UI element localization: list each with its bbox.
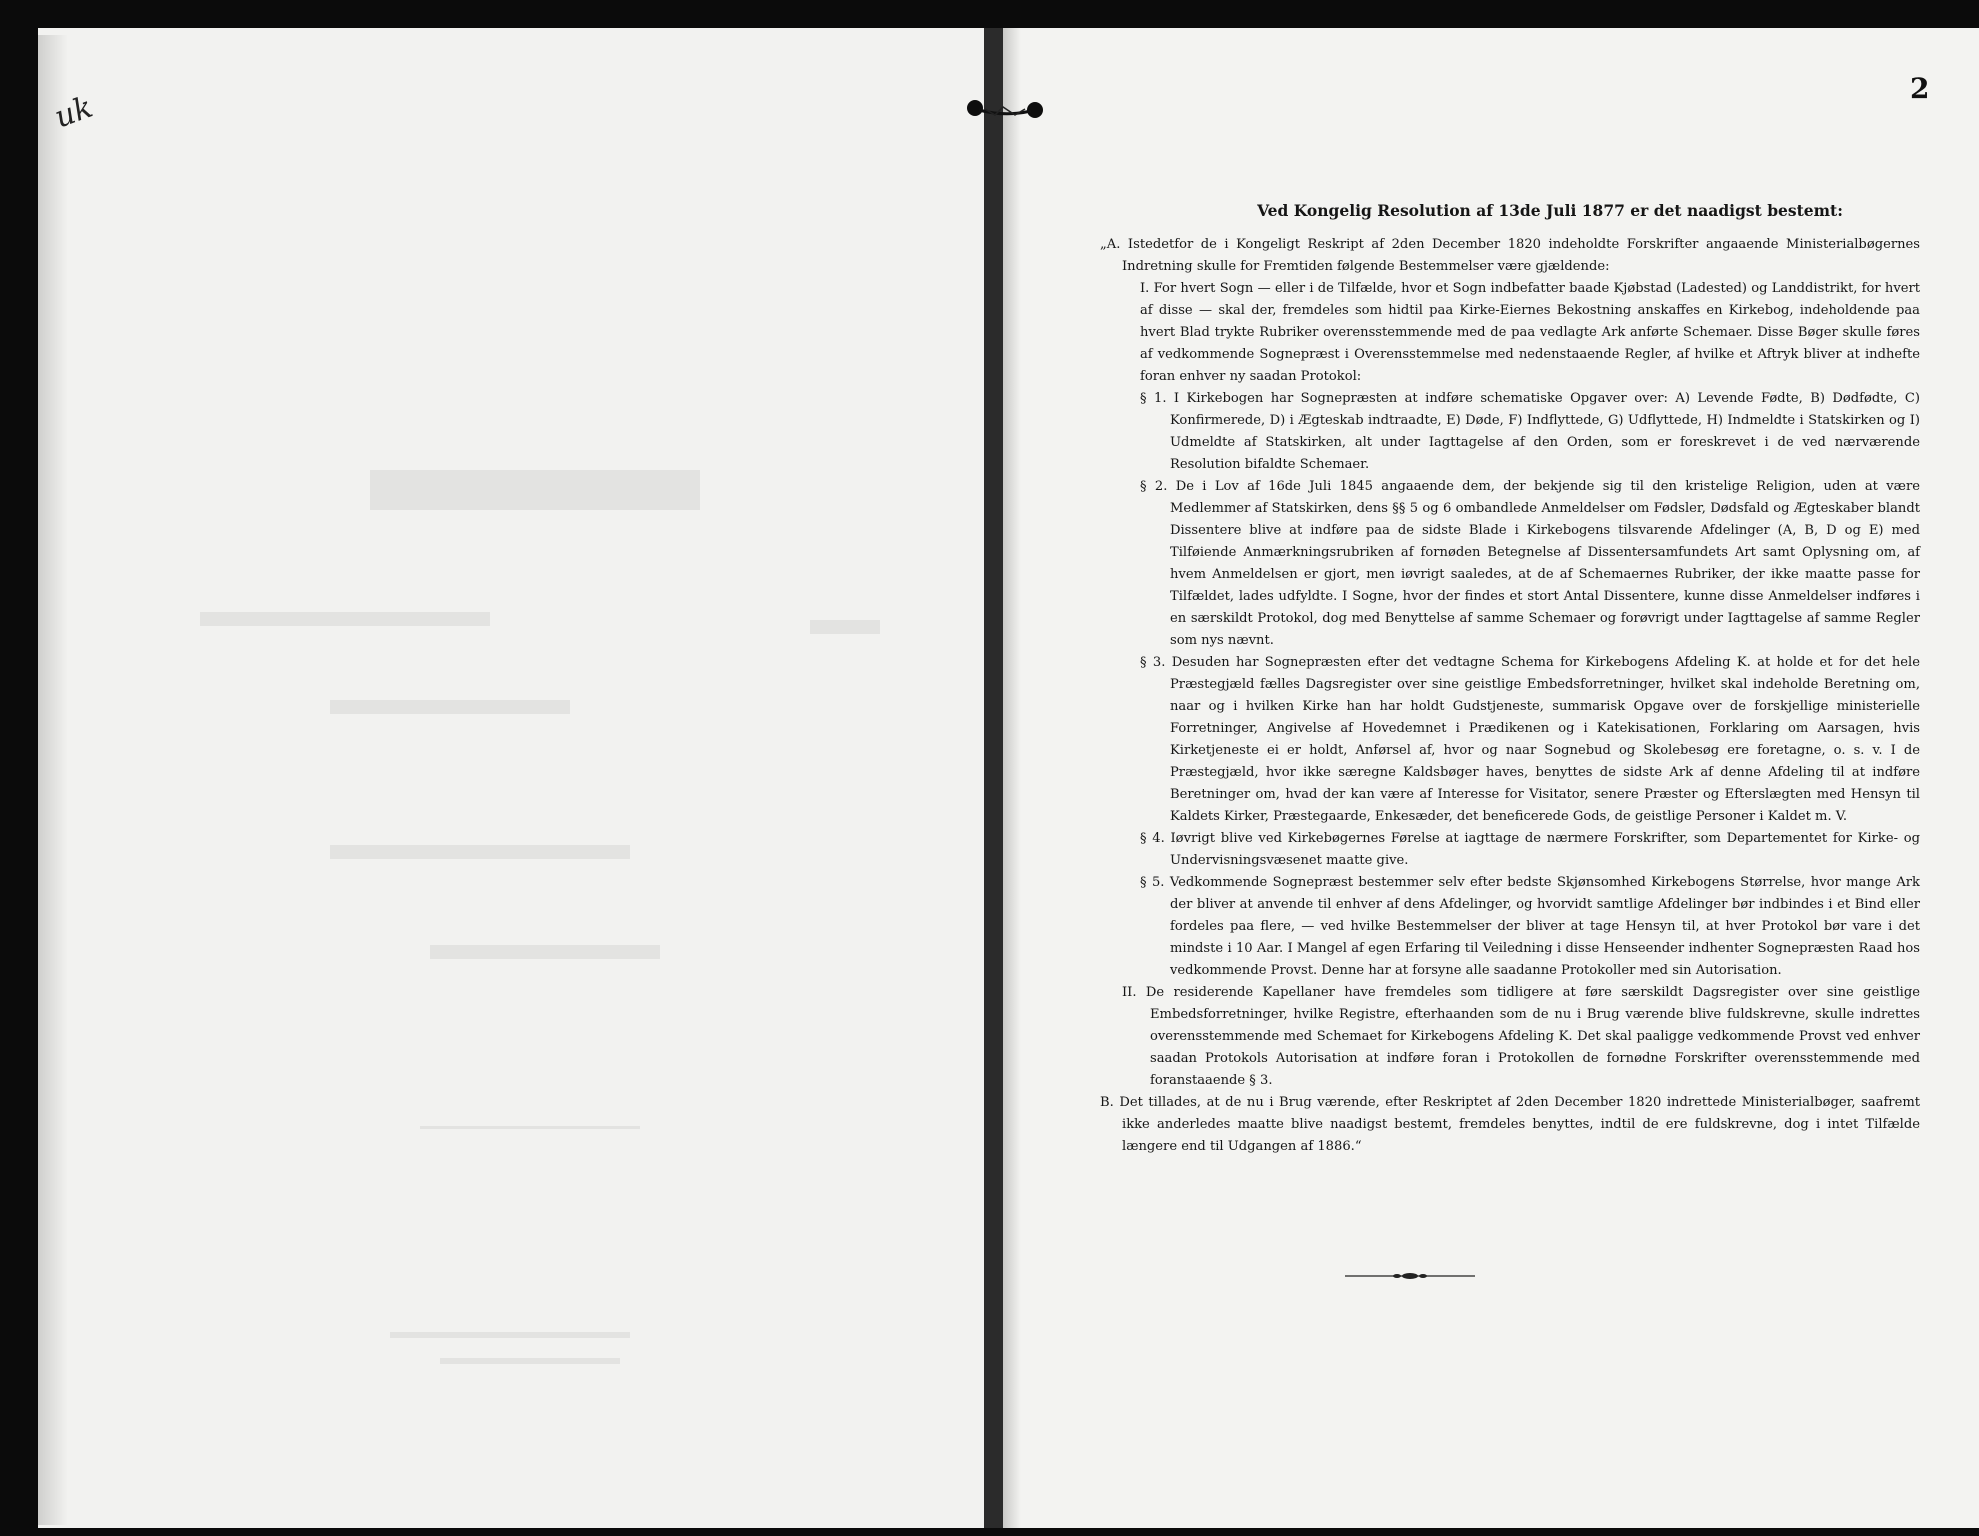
left-page: [38, 28, 984, 1528]
show-through-mark: [330, 845, 630, 859]
page-number: 2: [1910, 72, 1930, 105]
closing-ornament: [1345, 1272, 1475, 1280]
left-page-edge: [38, 35, 68, 1525]
paragraph-section-1: § 1. I Kirkebogen har Sognepræsten at indføre schematiske Opgaver over: A) Levende Fødte, B) Dødfødte, C) Konfirmerede, D) i Ægteskab indtraadte, E) Døde, F) Indflyttede, G) Udflyttede, H) Indmeldte i Statskirken og I) Udmeldte af Statskirken, alt under Iagttagelse af den Orden, som er foreskrevet i de ved nærværende Resolution bifaldte Schemaer.: [1140, 391, 1920, 472]
paragraph-a: „A. Istedetfor de i Kongeligt Reskript af 2den December 1820 indeholdte Forskrifter angaaende Ministerialbøgernes Indretning skulle for Fremtiden følgende Bestemmelser være gjældende:: [1100, 237, 1920, 274]
show-through-mark: [390, 1332, 630, 1338]
show-through-mark: [200, 612, 490, 626]
paragraph-section-5: § 5. Vedkommende Sognepræst bestemmer selv efter bedste Skjønsomhed Kirkebogens Størrelse, hvor mange Ark der bliver at anvende til enhver af dens Afdelinger, og hvorvidt samtlige Afdelinger bør indbindes i et Bind eller fordeles paa flere, — ved hvilke Bestemmelser der bliver at tage Hensyn til, at hver Protokol bør vare i det mindste i 10 Aar. I Mangel af egen Erfaring til Veiledning i disse Henseender indhenter Sognepræsten Raad hos vedkommende Provst. Denne har at forsyne alle saadanne Protokoller med sin Autorisation.: [1140, 875, 1920, 978]
right-page-edge: [1003, 28, 1021, 1528]
show-through-mark: [440, 1358, 620, 1364]
paragraph-section-3: § 3. Desuden har Sognepræsten efter det vedtagne Schema for Kirkebogens Afdeling K. at holde et for det hele Præstegjæld fælles Dagsregister over sine geistlige Embedsforretninger, hvilket skal indeholde Beretning om, naar og i hvilken Kirke han har holdt Gudstjeneste, summarisk Opgave over de forskjellige ministerielle Forretninger, Angivelse af Hovedemnet i Prædikenen og i Katekisationen, Forklaring om Aarsagen, hvis Kirketjeneste ei er holdt, Anførsel af, hvor og naar Sognebud og Skolebesøg ere foretagne, o. s. v. I de Præstegjæld, hvor ikke særegne Kaldsbøger haves, benyttes de sidste Ark af denne Afdeling til at indføre Beretninger om, hvad der kan være af Interesse for Visitator, senere Præster og Efterslægten med Hensyn til Kaldets Kirker, Præstegaarde, Enkesæder, det beneficerede Gods, de geistlige Personer i Kaldet m. V.: [1140, 655, 1920, 824]
paragraph-section-4: § 4. Iøvrigt blive ved Kirkebøgernes Førelse at iagttage de nærmere Forskrifter, som Departementet for Kirke- og Undervisningsvæsenet maatte give.: [1140, 831, 1920, 868]
paragraph-b: B. Det tillades, at de nu i Brug værende, efter Reskriptet af 2den December 1820 indrettede Ministerialbøger, saafremt ikke anderledes maatte blive naadigst bestemt, fremdeles benyttes, indtil de ere fuldskrevne, dog i intet Tilfælde længere end til Udgangen af 1886.“: [1100, 1095, 1920, 1154]
show-through-mark: [420, 1126, 640, 1129]
paragraph-section-ii: II. De residerende Kapellaner have fremdeles som tidligere at føre særskildt Dagsregister over sine geistlige Embedsforretninger, hvilke Registre, efterhaanden som de nu i Brug værende blive fuldskrevne, skulle indrettes overensstemmende med Schemaet for Kirkebogens Afdeling K. Det skal paaligge vedkommende Provst ved enhver saadan Protokols Autorisation at indføre foran i Protokollen de fornødne Forskrifter overensstemmende med foranstaaende § 3.: [1122, 985, 1920, 1088]
paragraph-section-2: § 2. De i Lov af 16de Juli 1845 angaaende dem, der bekjende sig til den kristelige Religion, uden at være Medlemmer af Statskirken, dens §§ 5 og 6 ombandlede Anmeldelser om Fødsler, Dødsfald og Ægteskaber blandt Dissentere blive at indføre paa de sidste Blade i Kirkebogens tilsvarende Afdelinger (A, B, D og E) med Tilføiende Anmærkningsrubriken af fornøden Betegnelse af Dissentersamfundets Art samt Oplysning om, af hvem Anmeldelsen er gjort, men iøvrigt saaledes, at de af Schemaernes Rubriker, der ikke maatte passe for Tilfældet, lades udfyldte. I Sogne, hvor der findes et stort Antal Dissentere, kunne disse Anmeldelser indføres i en særskildt Protokol, dog med Benyttelse af samme Schemaer og forøvrigt under Iagttagelse af samme Regler som nys nævnt.: [1140, 479, 1920, 648]
margin-annotation: uk: [50, 89, 98, 136]
show-through-mark: [430, 945, 660, 959]
show-through-mark: [810, 620, 880, 634]
show-through-mark: [370, 470, 700, 510]
book-spine: [984, 28, 1003, 1528]
resolution-text: [1100, 200, 1920, 1158]
binding-clasp: [965, 97, 1045, 127]
show-through-mark: [330, 700, 570, 714]
paragraph-section-i: I. For hvert Sogn — eller i de Tilfælde, hvor et Sogn indbefatter baade Kjøbstad (Ladested) og Landdistrikt, for hvert af disse — skal der, fremdeles som hidtil paa Kirke-Eiernes Bekostning anskaffes en Kirkebog, indeholdende paa hvert Blad trykte Rubriker overensstemmende med de paa vedlagte Ark anførte Schemaer. Disse Bøger skulle føres af vedkommende Sognepræst i Overensstemmelse med nedenstaaende Regler, af hvilke et Aftryk bliver at indhefte foran enhver ny saadan Protokol:: [1140, 281, 1920, 384]
document-title: Ved Kongelig Resolution af 13de Juli 1877 er det naadigst bestemt:: [1257, 201, 1843, 220]
